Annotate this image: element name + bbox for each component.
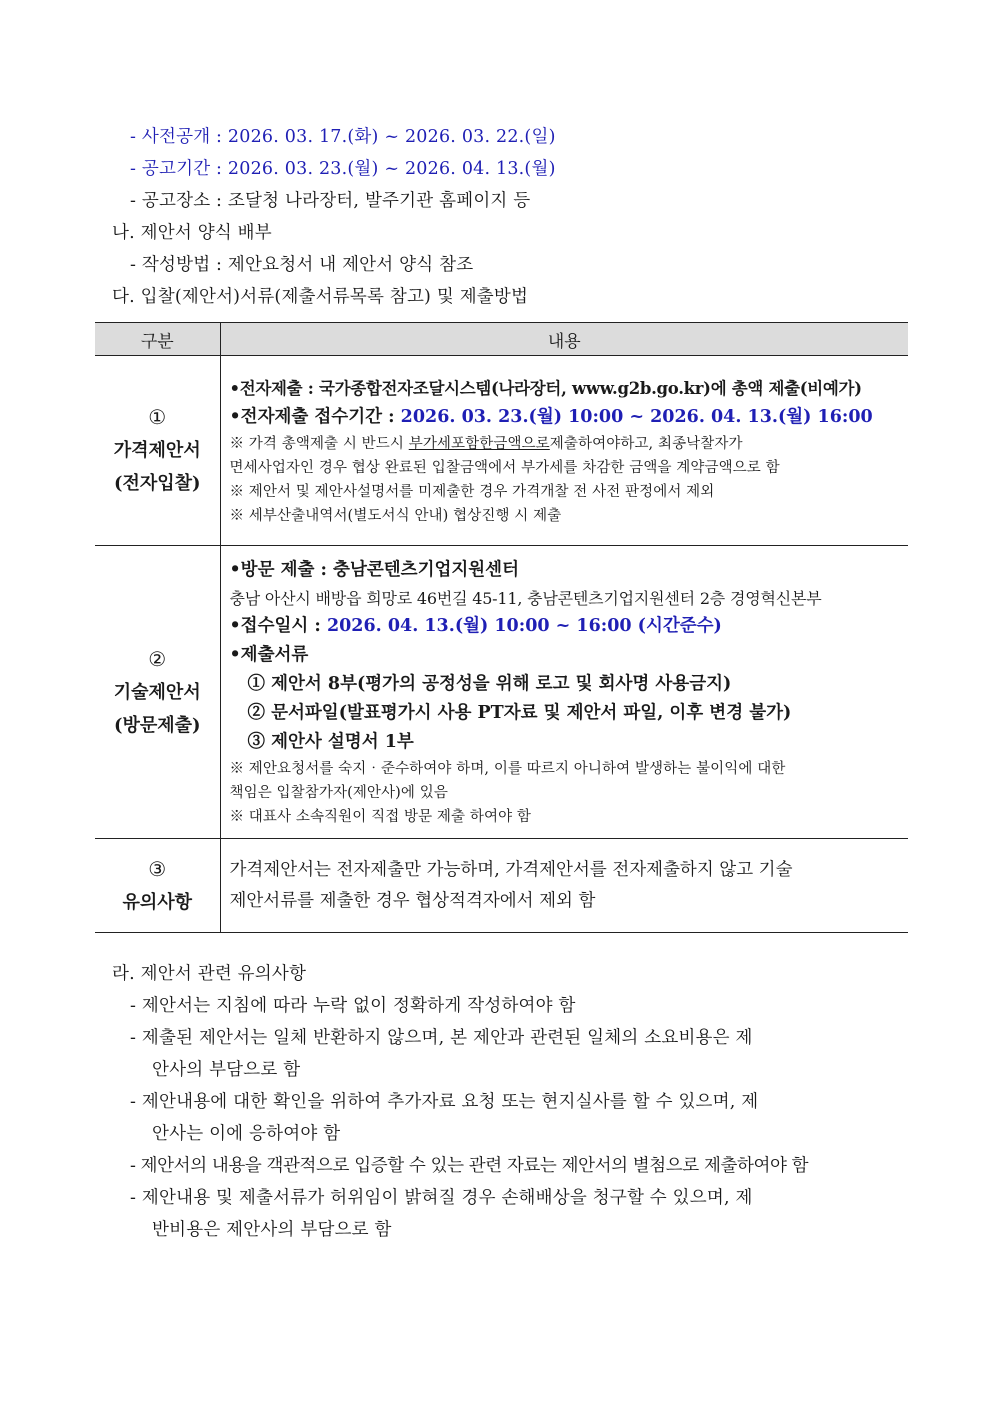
bullet-item: - 제안내용 및 제출서류가 허위임이 밝혀질 경우 손해배상을 청구할 수 있으며, 제 [130,1188,753,1208]
note-text: ※ 가격 총액제출 시 반드시 [229,435,409,452]
row-label-line: 유의사항 [122,891,193,913]
bullet-item: - 제안서는 지침에 따라 누락 없이 정확하게 작성하여야 함 [130,996,576,1016]
note-line: ※ 대표사 소속직원이 직접 방문 제출 하여야 함 [229,808,531,825]
table-header-row [95,323,908,356]
caution-line: 가격제안서는 전자제출만 가능하며, 가격제안서를 전자제출하지 않고 기술 [229,859,793,880]
visit-submit-line: •방문 제출 : 충남콘텐츠기업지원센터 [229,559,519,580]
submission-table [95,322,908,933]
row-label-line: 가격제안서 [113,440,201,461]
section-da-heading: 다. 입찰(제안서)서류(제출서류목록 참고) 및 제출방법 [112,287,529,307]
bullet-item: - 제출된 제안서는 일체 반환하지 않으며, 본 제안과 관련된 일체의 소요비용은 제 [130,1028,753,1048]
row-label-line: (방문제출) [113,714,201,736]
reception-time-line [230,612,909,641]
table-row [95,356,908,546]
section-ra-heading: 라. 제안서 관련 유의사항 [112,964,307,984]
label-text: •접수일시 : [229,615,327,636]
note-underline: 부가세포함한금액으로 [408,435,550,452]
row-label-price [95,356,220,546]
document-item: ① 제안서 8부(평가의 공정성을 위해 로고 및 회사명 사용금지) [247,673,732,694]
row-content-caution [220,839,908,933]
row-content-price [220,356,908,546]
electronic-submit-line: •전자제출 : 국가종합전자조달시스템(나라장터, www.g2b.go.kr)에 총액 제출(비예가) [229,378,862,398]
row-number: ③ [148,856,167,881]
electronic-period-line [230,403,909,432]
caution-line: 제안서류를 제출한 경우 협상적격자에서 제외 함 [229,890,596,911]
bullet-item: - 제안서의 내용을 객관적으로 입증할 수 있는 관련 자료는 제안서의 별첨으로 제출하여야 함 [130,1156,809,1176]
note-line: ※ 제안서 및 제안사설명서를 미제출한 경우 가격개찰 전 사전 판정에서 제외 [229,483,715,500]
documents-heading: •제출서류 [229,644,309,665]
row-label-technical [95,546,220,839]
row-number: ① [148,405,167,429]
label-text: •전자제출 접수기간 : [229,406,401,427]
section-na-heading: 나. 제안서 양식 배부 [112,223,272,243]
document-item: ③ 제안사 설명서 1부 [247,731,414,752]
writing-method: - 작성방법 : 제안요청서 내 제안서 양식 참조 [130,255,474,275]
notice-period: - 공고기간 : 2026. 03. 23.(월) ~ 2026. 04. 13.(월) [130,159,556,179]
bullet-item: - 제안내용에 대한 확인을 위하여 추가자료 요청 또는 현지실사를 할 수 있으며, 제 [130,1092,759,1112]
preview-period: - 사전공개 : 2026. 03. 17.(화) ~ 2026. 03. 22.(일) [130,127,556,147]
note-line: 책임은 입찰참가자(제안사)에 있음 [229,784,448,801]
note-text: 제출하여야하고, 최종낙찰자가 [549,435,743,452]
note-line: ※ 제안요청서를 숙지‧준수하여야 하며, 이를 따르지 아니하여 발생하는 불이익에 대한 [229,760,786,777]
table-row [95,546,908,839]
header-category: 구분 [95,323,220,356]
bullet-item-cont: 안사는 이에 응하여야 함 [152,1124,341,1144]
header-content: 내용 [220,323,908,356]
notice-place: - 공고장소 : 조달청 나라장터, 발주기관 홈페이지 등 [130,191,531,211]
row-content-technical [220,546,908,839]
reception-value: 2026. 04. 13.(월) 10:00 ~ 16:00 (시간준수) [326,615,722,636]
row-label-line: 기술제안서 [113,681,201,703]
note-line: 면세사업자인 경우 협상 완료된 입찰금액에서 부가세를 차감한 금액을 계약금액으로 함 [229,459,780,476]
table-row [95,839,908,933]
row-label-caution [95,839,220,933]
period-value: 2026. 03. 23.(월) 10:00 ~ 2026. 04. 13.(월) 16:00 [400,406,873,427]
row-number: ② [148,646,167,671]
bullet-item-cont: 반비용은 제안사의 부담으로 함 [152,1220,392,1240]
row-label-line: (전자입찰) [113,473,201,494]
document-item: ② 문서파일(발표평가시 사용 PT자료 및 제안서 파일, 이후 변경 불가) [247,702,792,723]
note-line [230,432,909,456]
bullet-item-cont: 안사의 부담으로 함 [152,1060,301,1080]
address-line: 충남 아산시 배방읍 희망로 46번길 45-11, 충남콘텐츠기업지원센터 2층 경영혁신본부 [229,588,822,608]
note-line: ※ 세부산출내역서(별도서식 안내) 협상진행 시 제출 [229,507,562,524]
